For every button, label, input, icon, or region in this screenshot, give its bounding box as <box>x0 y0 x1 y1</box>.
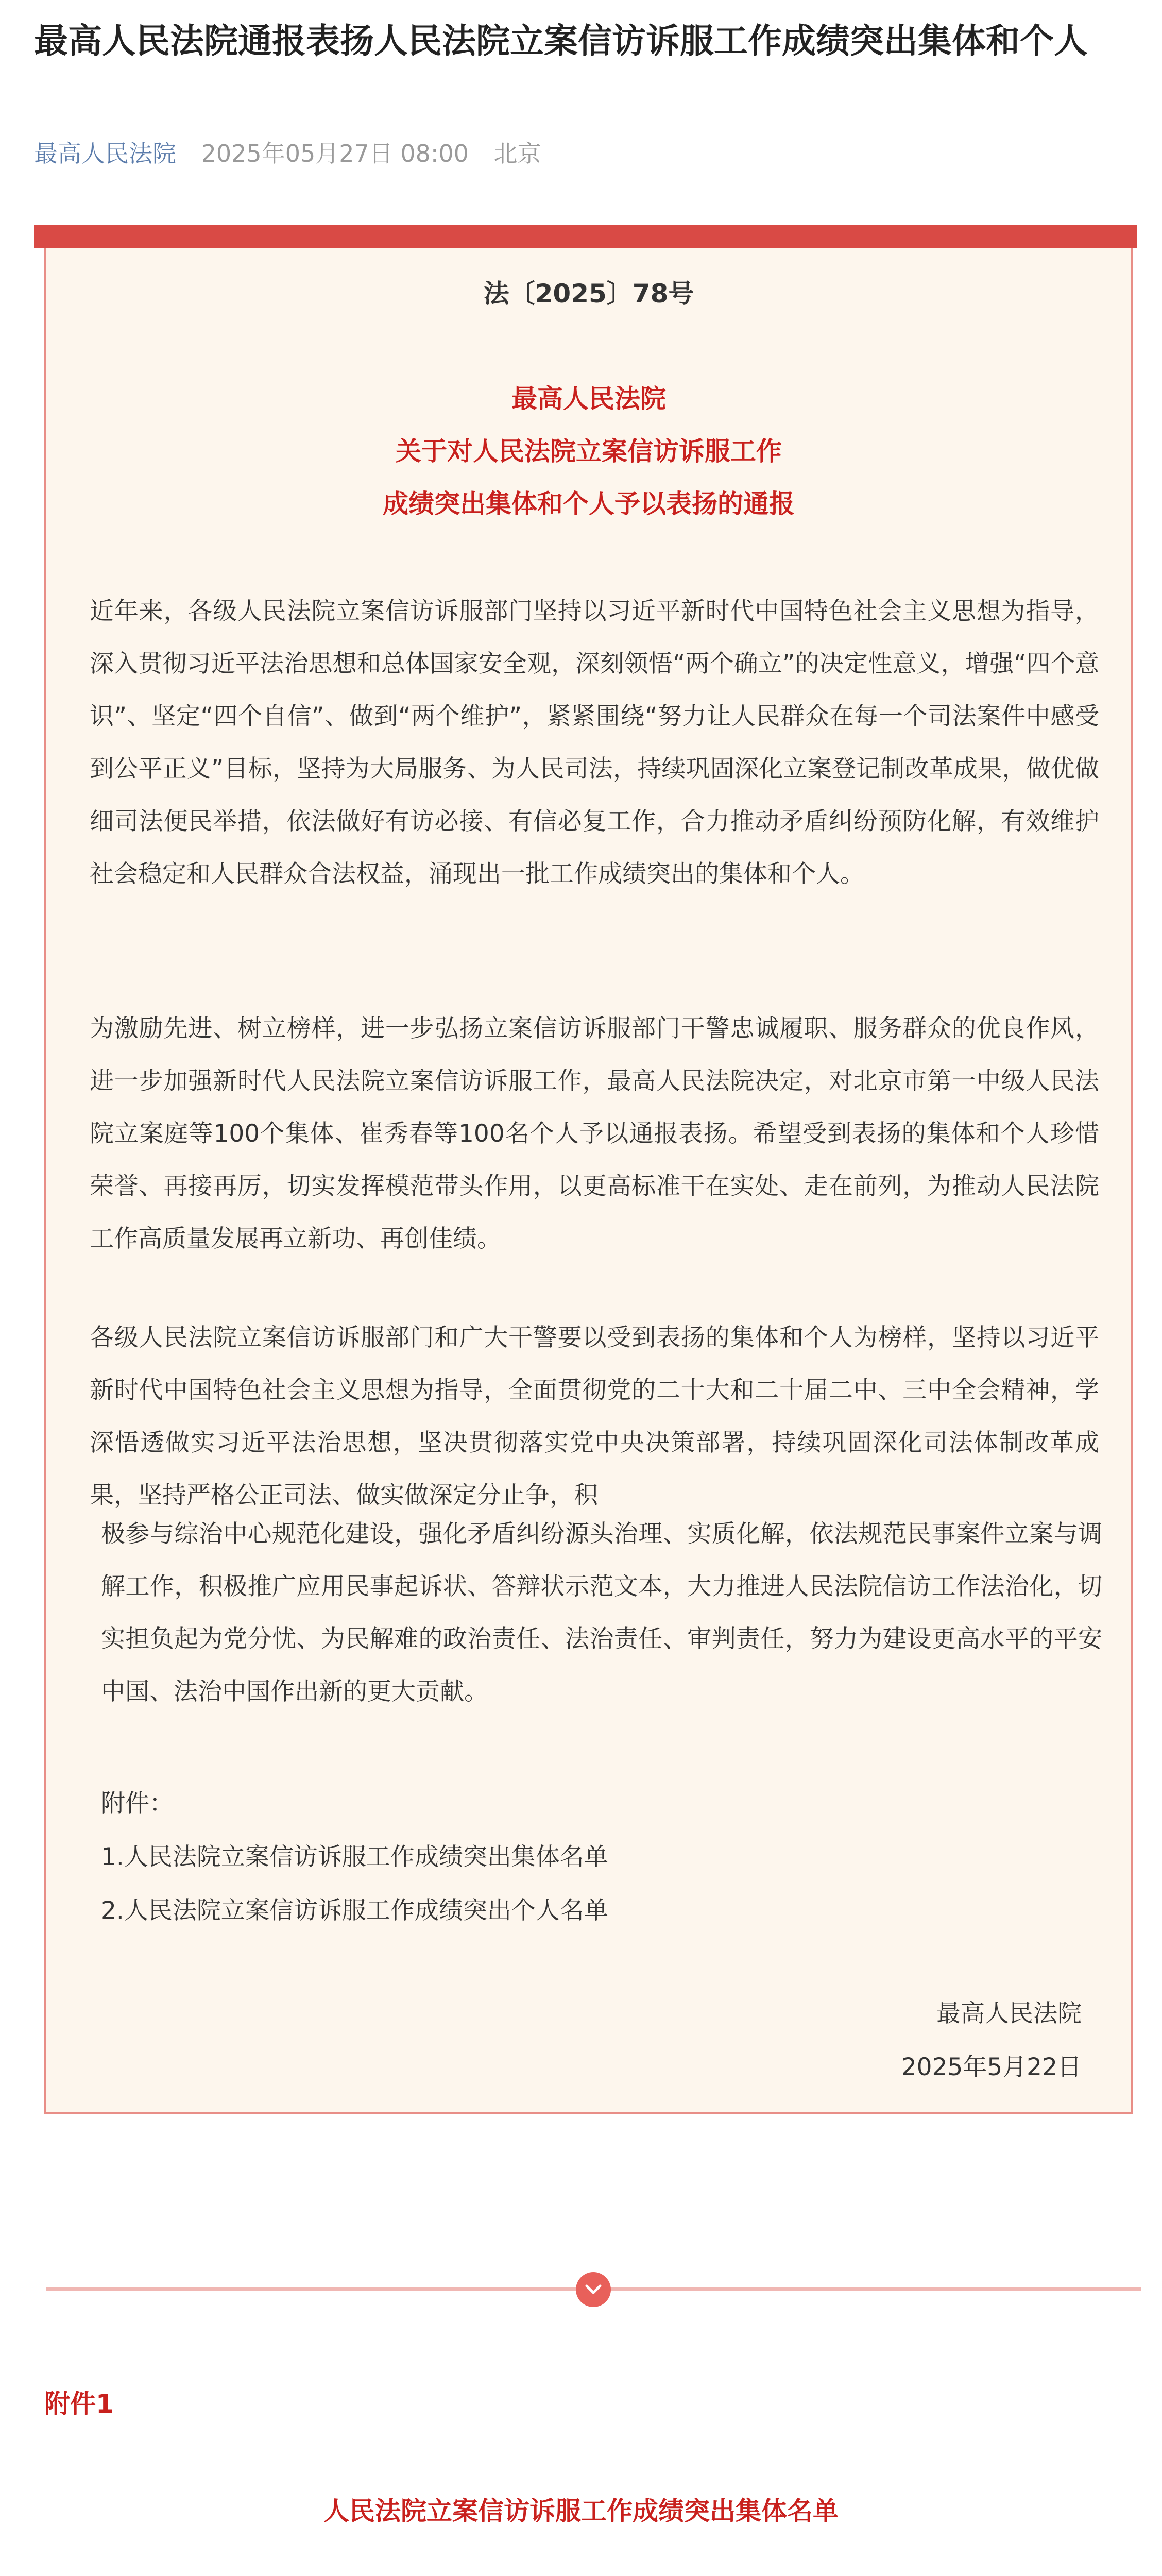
notice-heading-line-3: 成绩突出集体和个人予以表扬的通报 <box>383 489 795 519</box>
article-datetime: 2025年05月27日 08:00 <box>201 140 469 167</box>
annex-title: 人民法院立案信访诉服工作成绩突出集体名单 <box>323 2496 839 2526</box>
article-title: 最高人民法院通报表扬人民法院立案信访诉服工作成绩突出集体和个人 <box>34 21 1088 61</box>
article-source-link[interactable]: 最高人民法院 <box>34 140 176 167</box>
signature-date: 2025年5月22日 <box>901 2053 1082 2081</box>
notice-top-bar <box>34 225 1137 248</box>
notice-paragraph-3-continued: 极参与综治中心规范化建设，强化矛盾纠纷源头治理、实质化解，依法规范民事案件立案与调解工作，积极推广应用民事起诉状、答辩状示范文本，大力推进人民法院信访工作法治化，切实担负起为党分忧、为民解难的政治责任、法治责任、审判责任，努力为建设更高水平的平安中国、法治中国作出新的更大贡献。 <box>101 1520 1102 1706</box>
attachment-item-2: 2.人民法院立案信访诉服工作成绩突出个人名单 <box>101 1896 608 1925</box>
attachments-label: 附件： <box>101 1789 174 1818</box>
notice-paragraph-2: 为激励先进、树立榜样，进一步弘扬立案信访诉服部门干警忠诚履职、服务群众的优良作风，进一步加强新时代人民法院立案信访诉服工作，最高人民法院决定，对北京市第一中级人民法院立案庭等100个集体、崔秀春等100名个人予以通报表扬。希望受到表扬的集体和个人珍惜荣誉、再接再厉，切实发挥模范带头作用，以更高标准干在实处、走在前列，为推动人民法院工作高质量发展再立新功、再创佳绩。 <box>90 1014 1099 1253</box>
article-location: 北京 <box>493 140 541 167</box>
notice-heading-line-1: 最高人民法院 <box>511 384 666 414</box>
notice-heading-line-2: 关于对人民法院立案信访诉服工作 <box>396 436 782 466</box>
article-meta <box>34 138 559 169</box>
notice-paragraph-3: 各级人民法院立案信访诉服部门和广大干警要以受到表扬的集体和个人为榜样，坚持以习近平新时代中国特色社会主义思想为指导，全面贯彻党的二十大和二十届二中、三中全会精神，学深悟透做实习近平法治思想，坚决贯彻落实党中央决策部署，持续巩固深化司法体制改革成果，坚持严格公正司法、做实做深定分止争，积 <box>90 1324 1099 1510</box>
chevron-down-icon <box>576 2272 611 2307</box>
signature-org: 最高人民法院 <box>936 1999 1082 2028</box>
attachment-item-1: 1.人民法院立案信访诉服工作成绩突出集体名单 <box>101 1843 608 1871</box>
notice-paragraph-1: 近年来，各级人民法院立案信访诉服部门坚持以习近平新时代中国特色社会主义思想为指导，深入贯彻习近平法治思想和总体国家安全观，深刻领悟“两个确立”的决定性意义，增强“四个意识”、坚定“四个自信”、做到“两个维护”，紧紧围绕“努力让人民群众在每一个司法案件中感受到公平正义”目标，坚持为大局服务、为人民司法，持续巩固深化立案登记制改革成果，做优做细司法便民举措，依法做好有访必接、有信必复工作，合力推动矛盾纠纷预防化解，有效维护社会稳定和人民群众合法权益，涌现出一批工作成绩突出的集体和个人。 <box>90 597 1099 888</box>
document-number: 法〔2025〕78号 <box>483 279 694 309</box>
annex-label: 附件1 <box>44 2389 114 2419</box>
notice-document <box>44 248 1133 2114</box>
